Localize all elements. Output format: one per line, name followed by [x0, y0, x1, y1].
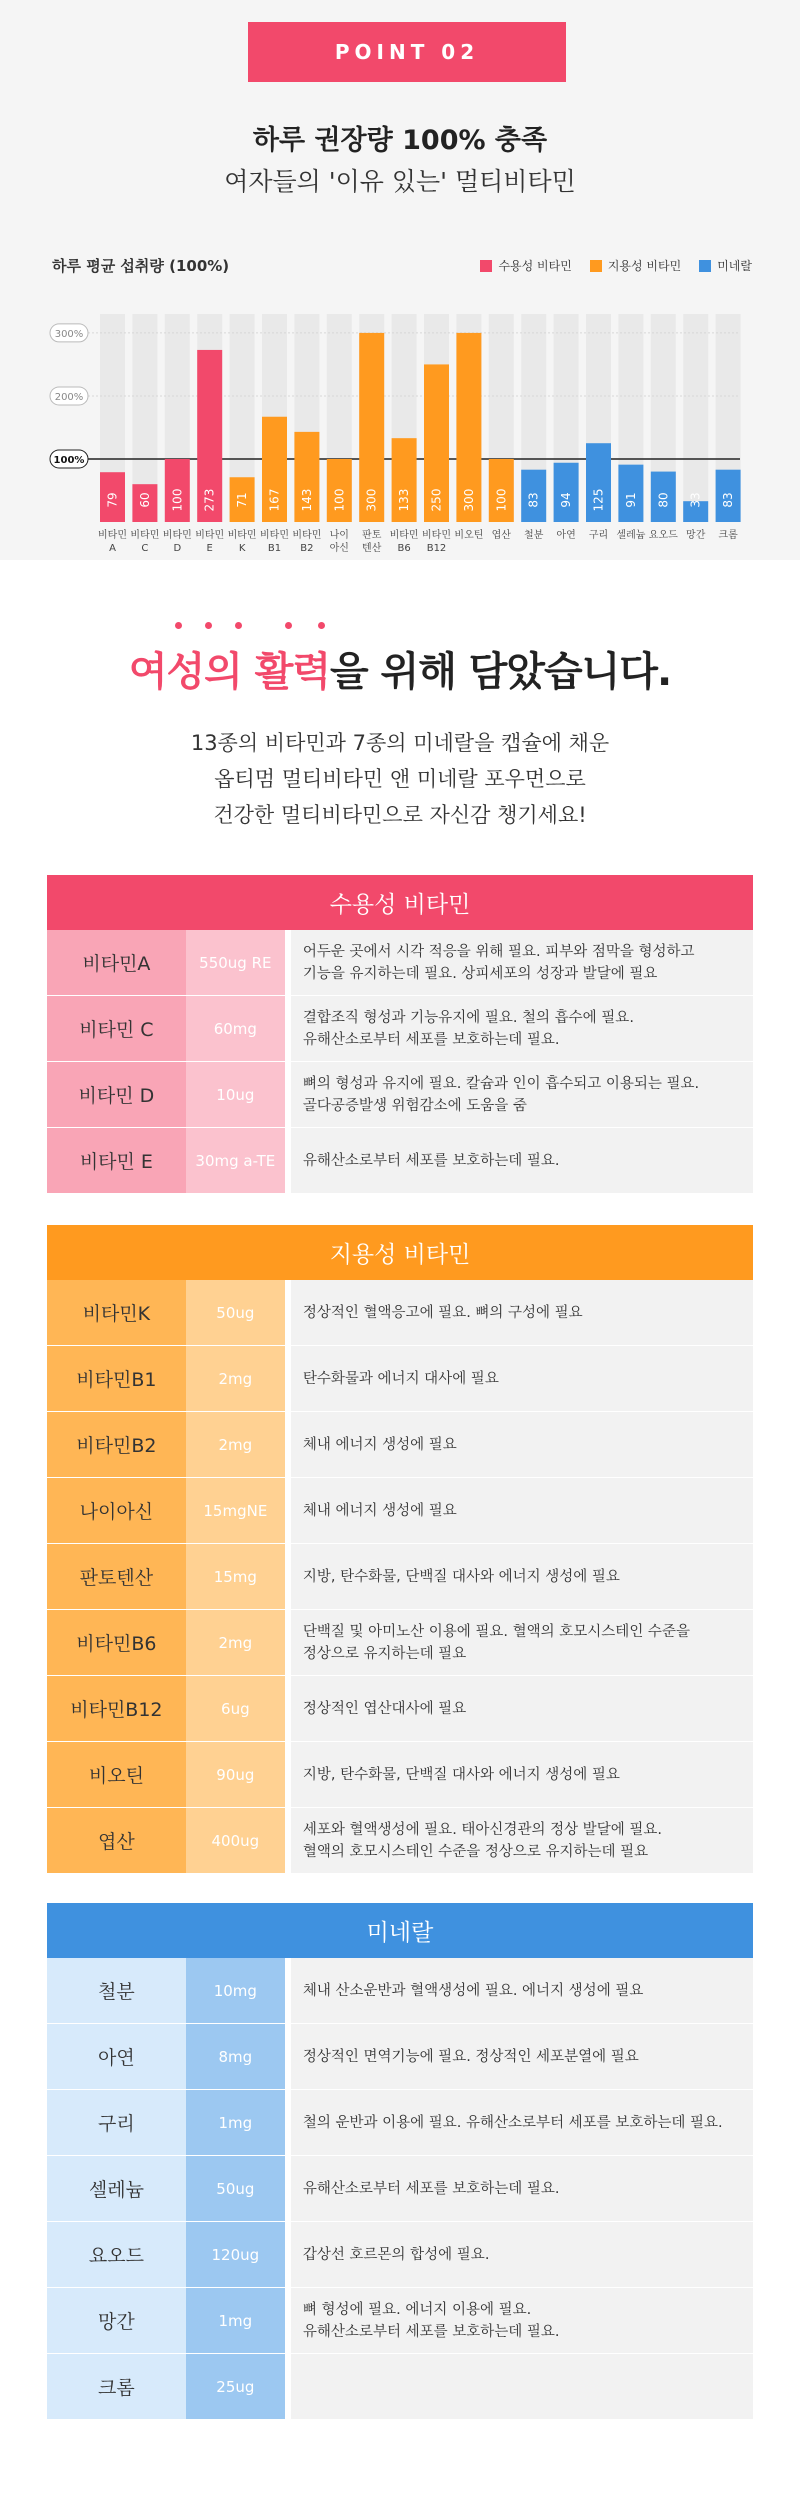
nutrient-amount: 1mg: [186, 2288, 285, 2353]
water-soluble-table: [47, 875, 753, 1194]
nutrient-name: 비타민B1: [47, 1346, 186, 1411]
legend-swatch: [590, 260, 602, 272]
nutrient-name: 비타민A: [47, 930, 186, 995]
category-label: 비오틴: [454, 530, 484, 541]
emphasis-dot: [318, 622, 325, 629]
fat-soluble-row: [47, 1544, 753, 1610]
nutrient-description: 체내 에너지 생성에 필요: [291, 1412, 753, 1477]
minerals-title: 미네랄: [47, 1903, 753, 1958]
category-label: 셀레늄: [616, 530, 646, 541]
bar-value-label: 300: [364, 488, 379, 512]
nutrient-description: 철의 운반과 이용에 필요. 유해산소로부터 세포를 보호하는데 필요.: [291, 2090, 753, 2155]
category-label: B1: [267, 543, 282, 554]
nutrient-description: 체내 산소운반과 혈액생성에 필요. 에너지 생성에 필요: [291, 1958, 753, 2023]
bar-value-label: 33: [688, 492, 703, 508]
bar-value-label: 83: [721, 492, 736, 508]
category-label: 비타민: [227, 530, 257, 541]
nutrient-amount: 8mg: [186, 2024, 285, 2089]
nutrient-name: 엽산: [47, 1808, 186, 1873]
intro-line: 건강한 멀티비타민으로 자신감 챙기세요!: [213, 803, 587, 827]
category-label: K: [238, 543, 246, 554]
nutrient-description: 지방, 탄수화물, 단백질 대사와 에너지 생성에 필요: [291, 1742, 753, 1807]
feature-intro: [0, 725, 800, 833]
nutrient-amount: 400ug: [186, 1808, 285, 1873]
legend-swatch: [480, 260, 492, 272]
bar-value-label: 250: [429, 488, 444, 512]
category-label: 망간: [686, 530, 706, 541]
category-label: 비타민: [195, 530, 225, 541]
chart-title: 하루 평균 섭취량 (100%): [52, 257, 230, 275]
nutrient-description: 갑상선 호르몬의 합성에 필요.: [291, 2222, 753, 2287]
bar-value-label: 100: [494, 488, 509, 512]
intro-line: 13종의 비타민과 7종의 미네랄을 캡슐에 채운: [190, 731, 610, 755]
category-label: 크롬: [718, 530, 738, 541]
water-soluble-title: 수용성 비타민: [47, 875, 753, 930]
nutrient-name: 비타민B12: [47, 1676, 186, 1741]
bar-value-label: 71: [235, 492, 250, 508]
category-label: 비타민: [98, 530, 127, 541]
category-label: 비타민: [260, 530, 289, 541]
legend-label: 수용성 비타민: [498, 259, 572, 273]
category-label: A: [109, 543, 116, 554]
legend-label: 지용성 비타민: [607, 259, 682, 273]
nutrient-description: 정상적인 면역기능에 필요. 정상적인 세포분열에 필요: [291, 2024, 753, 2089]
bar-value-label: 300: [461, 488, 476, 512]
chart-legend: [480, 257, 752, 274]
fat-soluble-row: [47, 1346, 753, 1412]
nutrient-name: 요오드: [47, 2222, 186, 2287]
category-label: B6: [397, 543, 411, 554]
category-label: 철분: [524, 530, 544, 541]
nutrient-description: 단백질 및 아미노산 이용에 필요. 혈액의 호모시스테인 수준을 정상으로 유지하는데 필요: [291, 1610, 753, 1675]
nutrient-description: 뼈 형성에 필요. 에너지 이용에 필요. 유해산소로부터 세포를 보호하는데 필요.: [291, 2288, 753, 2353]
nutrient-name: 비타민 D: [47, 1062, 186, 1127]
minerals-table: [47, 1903, 753, 2420]
category-label: 비타민: [389, 530, 419, 541]
nutrient-name: 판토텐산: [47, 1544, 186, 1609]
bar-value-label: 91: [623, 492, 638, 508]
page-subtitle: 여자들의 '이유 있는' 멀티비타민: [224, 167, 576, 196]
bar-value-label: 100: [332, 488, 347, 512]
bar-value-label: 143: [299, 488, 314, 512]
nutrient-description: 체내 에너지 생성에 필요: [291, 1478, 753, 1543]
category-label: D: [173, 543, 182, 554]
bar-value-label: 79: [105, 492, 120, 508]
fat-soluble-table: [47, 1225, 753, 1874]
category-label: C: [141, 543, 149, 554]
bar-value-label: 133: [397, 488, 412, 512]
category-label: 판토: [362, 530, 382, 541]
category-label: B12: [426, 543, 447, 554]
category-label: B2: [300, 543, 314, 554]
nutrient-amount: 15mg: [186, 1544, 285, 1609]
nutrient-amount: 30mg a-TE: [186, 1128, 285, 1193]
fat-soluble-title: 지용성 비타민: [47, 1225, 753, 1280]
nutrient-description: 유해산소로부터 세포를 보호하는데 필요.: [291, 1128, 753, 1193]
mineral-row: [47, 1958, 753, 2024]
nutrient-name: 비오틴: [47, 1742, 186, 1807]
nutrient-name: 망간: [47, 2288, 186, 2353]
fat-soluble-row: [47, 1676, 753, 1742]
category-label: 구리: [588, 530, 609, 541]
page-title: 하루 권장량 100% 충족: [252, 125, 548, 156]
category-label: 텐산: [362, 543, 382, 554]
nutrient-amount: 15mgNE: [186, 1478, 285, 1543]
emphasis-dot: [205, 622, 212, 629]
legend-item-water: [480, 257, 571, 274]
category-label: 비타민: [422, 530, 451, 541]
mineral-row: [47, 2288, 753, 2354]
nutrient-amount: 2mg: [186, 1610, 285, 1675]
fat-soluble-row: [47, 1412, 753, 1478]
fat-soluble-row: [47, 1610, 753, 1676]
nutrient-name: 비타민K: [47, 1280, 186, 1345]
nutrient-amount: 550ug RE: [186, 930, 285, 995]
category-label: E: [206, 543, 213, 554]
nutrient-name: 비타민B2: [47, 1412, 186, 1477]
bar-value-label: 125: [591, 488, 606, 512]
feature-headline-highlight: 여성의 활력: [128, 649, 330, 695]
mineral-row: [47, 2354, 753, 2420]
nutrient-amount: 25ug: [186, 2354, 285, 2419]
reference-label: 300%: [54, 328, 84, 340]
nutrient-name: 비타민 C: [47, 996, 186, 1061]
nutrient-amount: 10ug: [186, 1062, 285, 1127]
legend-label: 미네랄: [717, 259, 752, 273]
legend-item-mineral: [699, 257, 752, 274]
nutrient-name: 셀레늄: [47, 2156, 186, 2221]
nutrient-description: 어두운 곳에서 시각 적응을 위해 필요. 피부와 점막을 형성하고 기능을 유지하는데 필요. 상피세포의 성장과 발달에 필요: [291, 930, 753, 995]
emphasis-dots: [0, 622, 800, 632]
feature-headline: [0, 640, 800, 697]
legend-item-fat: [590, 257, 681, 274]
fat-soluble-row: [47, 1280, 753, 1346]
reference-label: 100%: [53, 454, 85, 466]
nutrient-amount: 50ug: [186, 2156, 285, 2221]
category-label: 요오드: [648, 530, 678, 541]
nutrient-amount: 60mg: [186, 996, 285, 1061]
nutrient-name: 구리: [47, 2090, 186, 2155]
nutrient-amount: 90ug: [186, 1742, 285, 1807]
nutrient-amount: 10mg: [186, 1958, 285, 2023]
mineral-row: [47, 2024, 753, 2090]
category-label: 아연: [556, 530, 576, 541]
bar-track: [683, 314, 708, 522]
nutrient-name: 철분: [47, 1958, 186, 2023]
category-label: 비타민: [162, 530, 192, 541]
reference-label: 200%: [54, 391, 84, 403]
nutrient-amount: 2mg: [186, 1346, 285, 1411]
fat-soluble-row: [47, 1478, 753, 1544]
category-label: 비타민: [130, 530, 160, 541]
nutrient-name: 크롬: [47, 2354, 186, 2419]
nutrient-description: 결합조직 형성과 기능유지에 필요. 철의 흡수에 필요. 유해산소로부터 세포를 보호하는데 필요.: [291, 996, 753, 1061]
nutrient-name: 비타민B6: [47, 1610, 186, 1675]
category-label: 나이: [329, 530, 349, 541]
fat-soluble-row: [47, 1808, 753, 1874]
category-label: 아신: [329, 543, 349, 554]
intro-line: 옵티멈 멀티비타민 앤 미네랄 포우먼으로: [214, 767, 586, 791]
water-soluble-row: [47, 930, 753, 996]
bar-value-label: 94: [559, 492, 574, 508]
mineral-row: [47, 2222, 753, 2288]
nutrient-description: 정상적인 엽산대사에 필요: [291, 1676, 753, 1741]
nutrient-name: 아연: [47, 2024, 186, 2089]
nutrient-description: 유해산소로부터 세포를 보호하는데 필요.: [291, 2156, 753, 2221]
bar-value-label: 80: [656, 492, 671, 508]
nutrient-amount: 2mg: [186, 1412, 285, 1477]
emphasis-dot: [235, 622, 242, 629]
nutrient-amount: 50ug: [186, 1280, 285, 1345]
emphasis-dot: [285, 622, 292, 629]
intake-bar-chart: [40, 300, 760, 565]
water-soluble-row: [47, 996, 753, 1062]
category-label: 비타민: [292, 530, 322, 541]
nutrient-amount: 120ug: [186, 2222, 285, 2287]
bar-value-label: 273: [202, 488, 217, 512]
bar-value-label: 100: [170, 488, 185, 512]
nutrient-amount: 1mg: [186, 2090, 285, 2155]
chart-panel: [0, 0, 800, 560]
nutrient-description: 뼈의 형성과 유지에 필요. 칼슘과 인이 흡수되고 이용되는 필요. 골다공증발생 위험감소에 도움을 줌: [291, 1062, 753, 1127]
legend-swatch: [699, 260, 711, 272]
nutrient-amount: 6ug: [186, 1676, 285, 1741]
fat-soluble-row: [47, 1742, 753, 1808]
nutrient-description: 탄수화물과 에너지 대사에 필요: [291, 1346, 753, 1411]
nutrient-description: 세포와 혈액생성에 필요. 태아신경관의 정상 발달에 필요. 혈액의 호모시스테인 수준을 정상으로 유지하는데 필요: [291, 1808, 753, 1873]
nutrient-name: 비타민 E: [47, 1128, 186, 1193]
mineral-row: [47, 2090, 753, 2156]
nutrient-description: 정상적인 혈액응고에 필요. 뼈의 구성에 필요: [291, 1280, 753, 1345]
water-soluble-row: [47, 1062, 753, 1128]
category-label: 엽산: [491, 530, 511, 541]
nutrient-description: [291, 2354, 753, 2419]
nutrient-name: 나이아신: [47, 1478, 186, 1543]
bar-value-label: 60: [137, 492, 152, 508]
feature-headline-rest: 을 위해 담았습니다.: [329, 649, 672, 695]
bar-value-label: 83: [526, 492, 541, 508]
nutrient-description: 지방, 탄수화물, 단백질 대사와 에너지 생성에 필요: [291, 1544, 753, 1609]
mineral-row: [47, 2156, 753, 2222]
emphasis-dot: [175, 622, 182, 629]
bar-value-label: 167: [267, 488, 282, 512]
point-badge: POINT 02: [248, 22, 566, 82]
water-soluble-row: [47, 1128, 753, 1194]
